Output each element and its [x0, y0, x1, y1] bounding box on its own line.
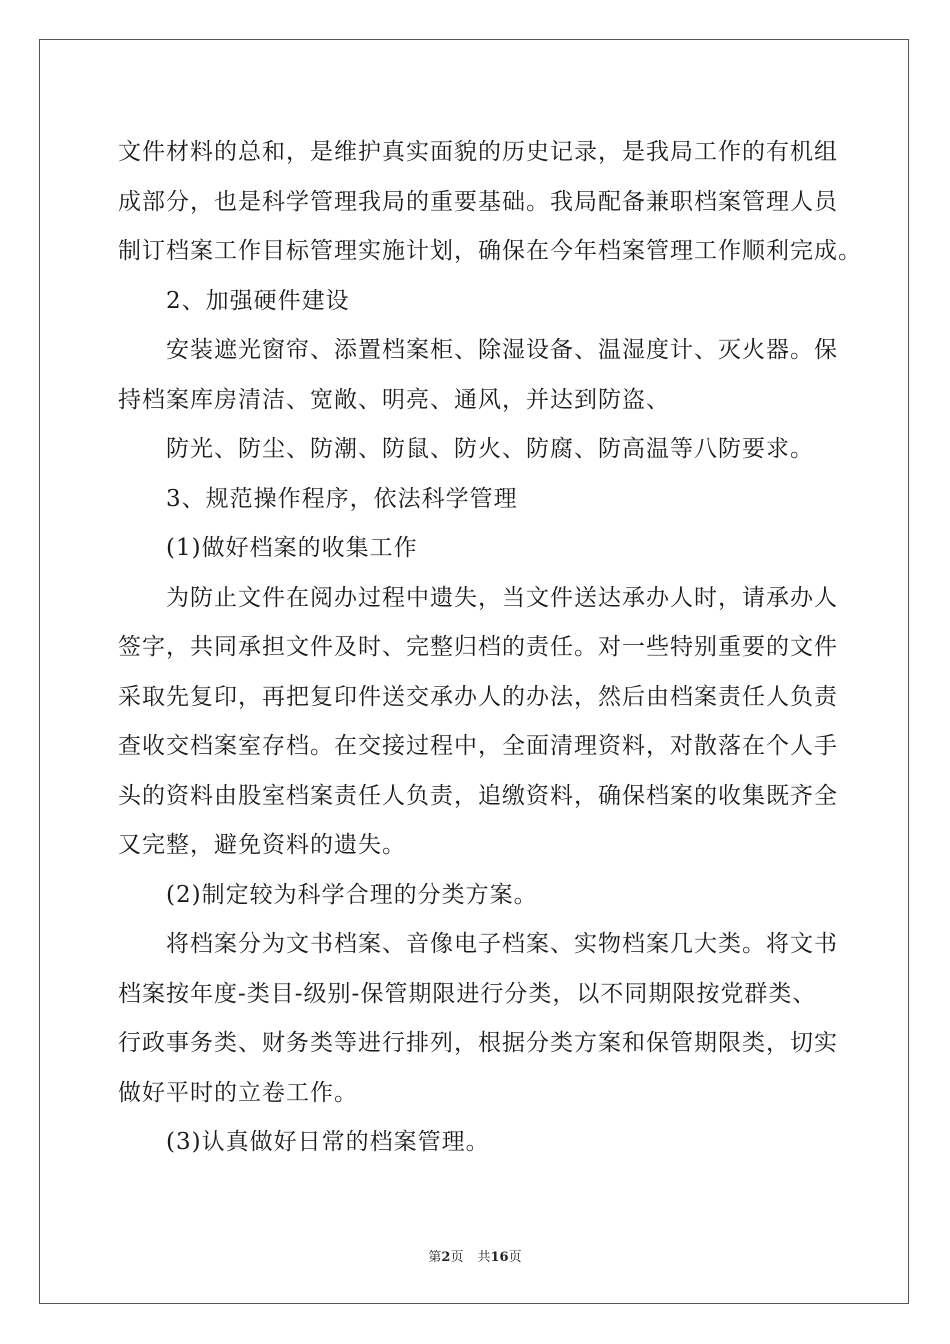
subsection-heading: (1)做好档案的收集工作 [166, 535, 418, 561]
text-line: 制订档案工作目标管理实施计划，确保在今年档案管理工作顺利完成。 [118, 238, 862, 264]
text-line: 为防止文件在阅办过程中遗失，当文件送达承办人时，请承办人 [166, 584, 838, 611]
total-prefix: 共 [477, 1250, 491, 1265]
text-line: 持档案库房清洁、宽敞、明亮、通风，并达到防盗、 [118, 386, 670, 413]
text-line: 又完整，避免资料的遗失。 [118, 832, 406, 858]
text-line: 档案按年度-类目-级别-保管期限进行分类，以不同期限按党群类、 [118, 980, 817, 1007]
total-pages: 16 [490, 1250, 509, 1265]
page-suffix: 页 [450, 1250, 464, 1265]
subsection-heading: (2)制定较为科学合理的分类方案。 [166, 881, 538, 908]
total-suffix: 页 [508, 1250, 522, 1265]
section-heading: 2、加强硬件建设 [166, 287, 350, 314]
text-line: 采取先复印，再把复印件送交承办人的办法，然后由档案责任人负责 [118, 683, 838, 710]
page-prefix: 第 [428, 1250, 442, 1265]
text-line: 做好平时的立卷工作。 [118, 1079, 358, 1106]
text-line: 查收交档案室存档。在交接过程中，全面清理资料，对散落在个人手 [118, 733, 838, 759]
text-line: 防光、防尘、防潮、防鼠、防火、防腐、防高温等八防要求。 [166, 436, 814, 462]
text-line: 将档案分为文书档案、音像电子档案、实物档案几大类。将文书 [166, 931, 838, 957]
page-number: 2 [441, 1250, 451, 1265]
text-line: 安装遮光窗帘、添置档案柜、除湿设备、温湿度计、灭火器。保 [166, 337, 838, 363]
document-body [118, 128, 862, 1168]
text-line: 签字，共同承担文件及时、完整归档的责任。对一些特别重要的文件 [118, 634, 838, 660]
text-line: 成部分，也是科学管理我局的重要基础。我局配备兼职档案管理人员 [118, 188, 838, 215]
section-heading: 3、规范操作程序，依法科学管理 [166, 485, 518, 512]
subsection-heading: (3)认真做好日常的档案管理。 [166, 1129, 490, 1155]
text-line: 行政事务类、财务类等进行排列，根据分类方案和保管期限类，切实 [118, 1030, 838, 1056]
text-line: 文件材料的总和，是维护真实面貌的历史记录，是我局工作的有机组 [118, 139, 838, 165]
page-footer [0, 1246, 950, 1265]
text-line: 头的资料由股室档案责任人负责，追缴资料，确保档案的收集既齐全 [118, 782, 838, 809]
